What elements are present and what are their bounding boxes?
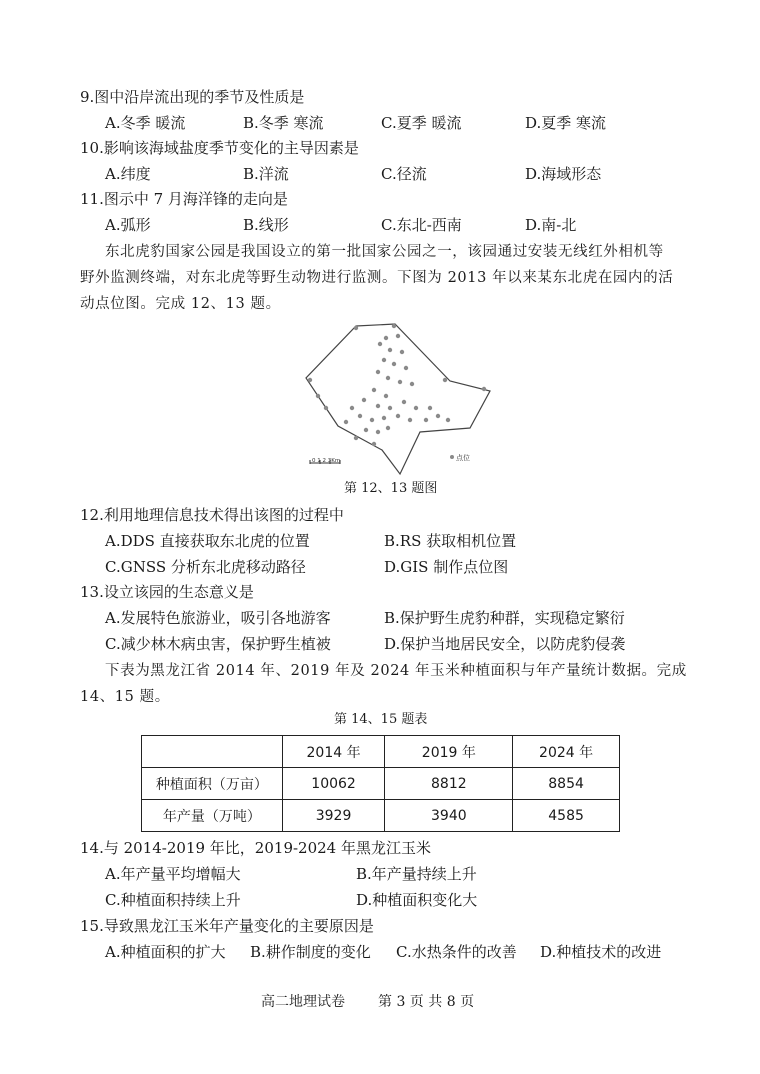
passage2-line-2: 14、15 题。 — [80, 689, 170, 705]
passage1-line-3: 动点位图。完成 12、13 题。 — [80, 296, 281, 312]
q14-option-a: A.年产量平均增幅大 — [105, 865, 241, 883]
q10-option-d: D.海域形态 — [525, 165, 602, 183]
table-header-cell — [142, 736, 283, 768]
q14-stem: 14.与 2014-2019 年比，2019-2024 年黑龙江玉米 — [80, 839, 431, 857]
q10-stem: 10.影响该海域盐度季节变化的主导因素是 — [80, 139, 359, 157]
q11-option-c: C.东北-西南 — [381, 216, 462, 234]
table-cell: 4585 — [513, 800, 620, 832]
q10-option-c: C.径流 — [381, 165, 427, 183]
q13-option-d: D.保护当地居民安全，以防虎豹侵袭 — [384, 635, 626, 653]
table-row-label: 种植面积（万亩） — [142, 768, 283, 800]
tiger-location-map — [290, 316, 500, 476]
q9-stem: 9.图中沿岸流出现的季节及性质是 — [80, 88, 305, 106]
q14-option-b: B.年产量持续上升 — [356, 865, 477, 883]
q11-option-b: B.线形 — [243, 216, 289, 234]
q12-option-b: B.RS 获取相机位置 — [384, 532, 517, 550]
table-row — [142, 800, 620, 832]
q15-option-a: A.种植面积的扩大 — [105, 943, 226, 961]
passage2-line-1: 下表为黑龙江省 2014 年、2019 年及 2024 年玉米种植面积与年产量统计数据。完成 — [105, 663, 687, 679]
table-header-row — [142, 736, 620, 768]
statistics-table — [141, 735, 620, 832]
footer-title: 高二地理试卷 — [261, 994, 345, 1010]
table-header-cell: 2019 年 — [385, 736, 513, 768]
table-cell: 8812 — [385, 768, 513, 800]
scale-bar — [310, 458, 340, 464]
legend-point-symbol — [450, 455, 454, 459]
q13-stem: 13.设立该园的生态意义是 — [80, 583, 254, 601]
q11-option-d: D.南-北 — [525, 216, 577, 234]
table-row — [142, 768, 620, 800]
q11-stem: 11.图示中 7 月海洋锋的走向是 — [80, 190, 288, 208]
passage1-line-1: 东北虎豹国家公园是我国设立的第一批国家公园之一，该园通过安装无线红外相机等 — [105, 244, 664, 260]
passage1-line-2: 野外监测终端，对东北虎等野生动物进行监测。下图为 2013 年以来某东北虎在园内的活 — [80, 270, 674, 286]
q13-option-a: A.发展特色旅游业，吸引各地游客 — [105, 609, 331, 627]
q11-option-a: A.弧形 — [105, 216, 151, 234]
park-boundary — [306, 324, 490, 474]
table-cell: 10062 — [282, 768, 385, 800]
q15-option-b: B.耕作制度的变化 — [250, 943, 371, 961]
q14-option-c: C.种植面积持续上升 — [105, 891, 241, 909]
q9-option-c: C.夏季 暖流 — [381, 114, 462, 132]
q10-option-a: A.纬度 — [105, 165, 151, 183]
q13-option-c: C.减少林木病虫害，保护野生植被 — [105, 635, 331, 653]
table-header-cell: 2024 年 — [513, 736, 620, 768]
table-cell: 8854 — [513, 768, 620, 800]
legend-label: 点位 — [456, 454, 470, 462]
table-cell: 3929 — [282, 800, 385, 832]
q12-option-a: A.DDS 直接获取东北虎的位置 — [105, 532, 310, 550]
q9-option-b: B.冬季 寒流 — [243, 114, 324, 132]
table-row-label: 年产量（万吨） — [142, 800, 283, 832]
q9-option-d: D.夏季 寒流 — [525, 114, 607, 132]
footer-page-number: 第 3 页 共 8 页 — [378, 994, 475, 1010]
table-caption: 第 14、15 题表 — [334, 712, 428, 727]
q12-option-d: D.GIS 制作点位图 — [384, 558, 509, 576]
q14-option-d: D.种植面积变化大 — [356, 891, 478, 909]
q12-option-c: C.GNSS 分析东北虎移动路径 — [105, 558, 306, 576]
table-cell: 3940 — [385, 800, 513, 832]
table-header-cell: 2014 年 — [282, 736, 385, 768]
q15-option-c: C.水热条件的改善 — [396, 943, 517, 961]
q9-option-a: A.冬季 暖流 — [105, 114, 186, 132]
q12-stem: 12.利用地理信息技术得出该图的过程中 — [80, 506, 344, 524]
figure-caption: 第 12、13 题图 — [344, 481, 438, 496]
q15-stem: 15.导致黑龙江玉米年产量变化的主要原因是 — [80, 917, 374, 935]
q15-option-d: D.种植技术的改进 — [540, 943, 662, 961]
q10-option-b: B.洋流 — [243, 165, 289, 183]
q13-option-b: B.保护野生虎豹种群，实现稳定繁衍 — [384, 609, 625, 627]
scale-label: 0 1 2 3Km — [312, 458, 341, 464]
location-points — [308, 324, 486, 446]
